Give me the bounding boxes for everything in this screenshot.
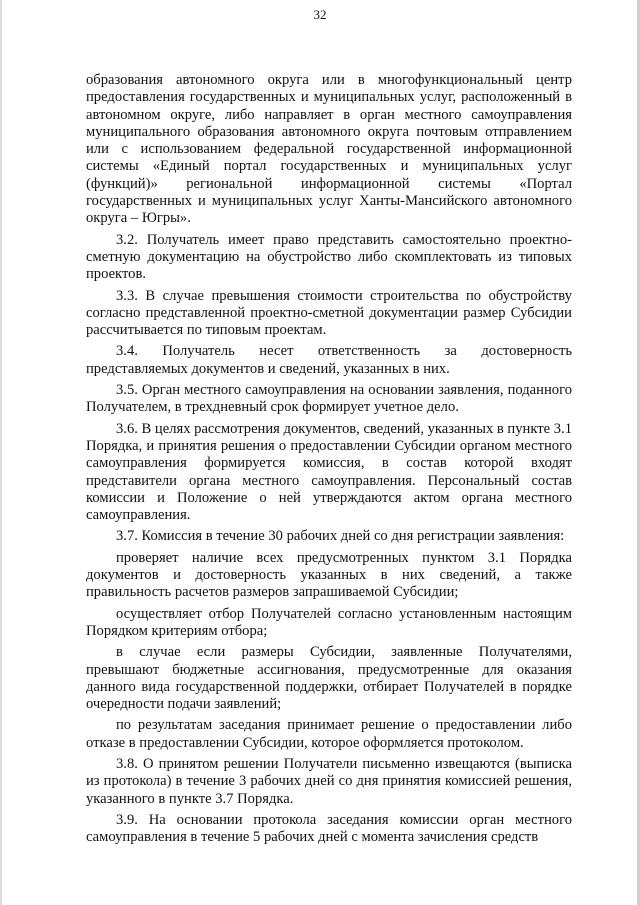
paragraph-3-7-item-queue: в случае если размеры Субсидии, заявленные Получателями, превышают бюджетные ассигнования, предусмотренные для оказания данного вида государственной поддержки, отбирает Получателей в порядке очередности подачи заявлений; [86,644,572,713]
scan-edge-left [0,0,2,905]
paragraph-3-6: 3.6. В целях рассмотрения документов, сведений, указанных в пункте 3.1 Порядка, и принятия решения о предоставлении Субсидии органом местного самоуправления формируется комиссия, в состав которой входят представители органа местного самоуправления. Персональный состав комиссии и Положение о ней утверждаются актом органа местного самоуправления. [86,420,572,524]
paragraph-3-4: 3.4. Получатель несет ответственность за достоверность представляемых документов и сведений, указанных в них. [86,343,572,377]
paragraph-3-5: 3.5. Орган местного самоуправления на основании заявления, поданного Получателем, в трехдневный срок формирует учетное дело. [86,382,572,416]
document-body [86,72,572,848]
paragraph-3-7-item-decision: по результатам заседания принимает решение о предоставлении либо отказе в предоставлении Субсидии, которое оформляется протоколом. [86,717,572,751]
paragraph-3-7-item-select: осуществляет отбор Получателей согласно установленным настоящим Порядком критериям отбора; [86,605,572,639]
page-number: 32 [313,7,327,22]
paragraph-3-7: 3.7. Комиссия в течение 30 рабочих дней со дня регистрации заявления: [116,528,565,545]
paragraph-3-2: 3.2. Получатель имеет право представить самостоятельно проектно-сметную документацию на обустройство либо скомплектовать из типовых проектов. [86,231,572,283]
paragraph-continuation: образования автономного округа или в многофункциональный центр предоставления государственных и муниципальных услуг, расположенный в автономном округе, либо направляет в орган местного самоуправления муниципального образования автономного округа почтовым отправлением или с использованием федеральной государственной информационной системы «Единый портал государственных и муниципальных услуг (функций)» региональной информационной системы «Портал государственных и муниципальных услуг Ханты-Мансийского автономного округа – Югры». [86,72,572,227]
paragraph-3-7-item-check: проверяет наличие всех предусмотренных пунктом 3.1 Порядка документов и достоверность указанных в них сведений, а также правильность расчетов размеров запрашиваемой Субсидии; [86,549,572,601]
paragraph-3-9: 3.9. На основании протокола заседания комиссии орган местного самоуправления в течение 5 рабочих дней с момента зачисления средств [86,811,572,846]
paragraph-3-3: 3.3. В случае превышения стоимости строительства по обустройству согласно представленной проектно-сметной документации размер Субсидии рассчитывается по типовым проектам. [86,287,572,339]
paragraph-3-8: 3.8. О принятом решении Получатели письменно извещаются (выписка из протокола) в течение 3 рабочих дней со дня принятия комиссией решения, указанного в пункте 3.7 Порядка. [86,755,572,807]
